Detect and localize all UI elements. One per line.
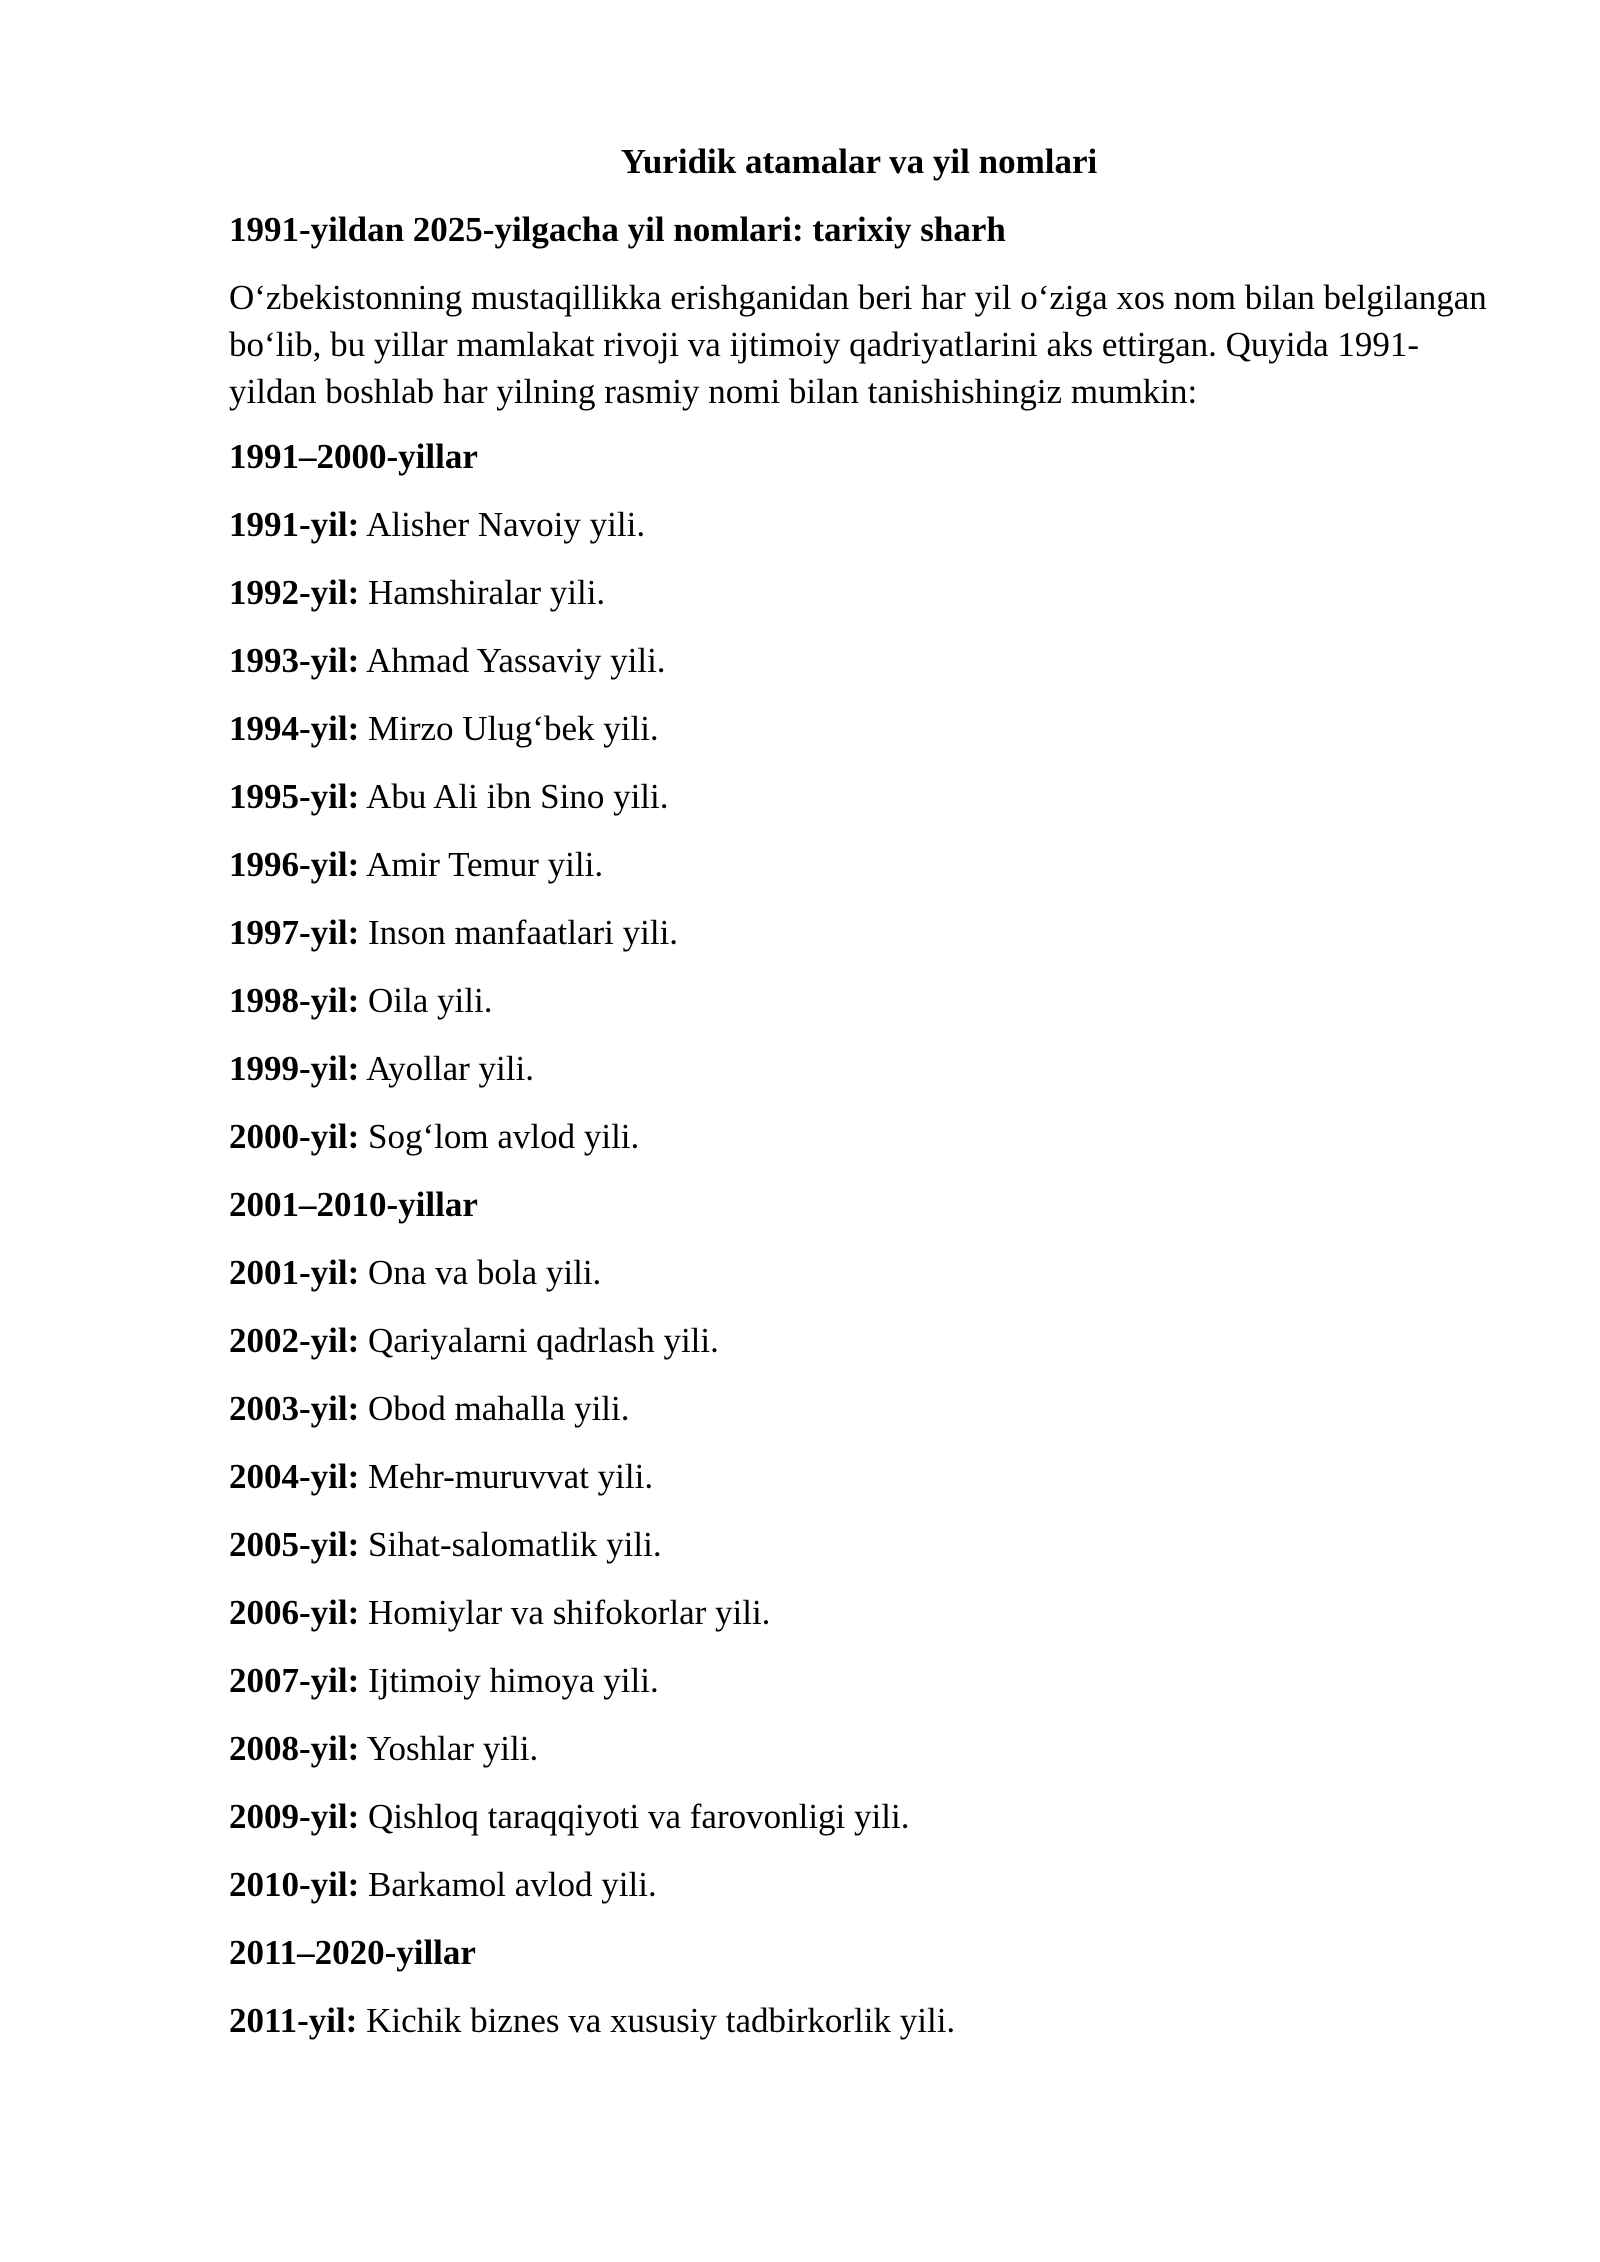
- year-entry-1997: [229, 911, 1489, 979]
- year-label: 2003-yil:: [229, 1389, 360, 1428]
- year-entry-2000: [229, 1115, 1489, 1183]
- year-entry-2001: [229, 1251, 1489, 1319]
- year-entry-2007: [229, 1659, 1489, 1727]
- year-name: Hamshiralar yili.: [359, 573, 606, 612]
- year-name: Ijtimoiy himoya yili.: [359, 1661, 659, 1700]
- year-name: Mehr-muruvvat yili.: [359, 1457, 654, 1496]
- document-title: Yuridik atamalar va yil nomlari: [620, 142, 1098, 181]
- year-name: Kichik biznes va xususiy tadbirkorlik yili.: [357, 2001, 956, 2040]
- year-name: Ona va bola yili.: [359, 1253, 602, 1292]
- year-name: Yoshlar yili.: [359, 1729, 539, 1768]
- section-heading: 2001–2010-yillar: [229, 1185, 478, 1224]
- year-entry-1996: [229, 843, 1489, 911]
- year-name: Barkamol avlod yili.: [359, 1865, 657, 1904]
- year-entry-1993: [229, 639, 1489, 707]
- year-entry-2010: [229, 1863, 1489, 1931]
- year-entry-2008: [229, 1727, 1489, 1795]
- document-subtitle: 1991-yildan 2025-yilgacha yil nomlari: tarixiy sharh: [229, 210, 1006, 249]
- year-entry-1998: [229, 979, 1489, 1047]
- year-entry-2003: [229, 1387, 1489, 1455]
- year-entry-2009: [229, 1795, 1489, 1863]
- year-label: 1996-yil:: [229, 845, 360, 884]
- year-label: 2010-yil:: [229, 1865, 360, 1904]
- year-label: 1997-yil:: [229, 913, 360, 952]
- year-name: Homiylar va shifokorlar yili.: [359, 1593, 771, 1632]
- year-name: Abu Ali ibn Sino yili.: [359, 777, 669, 816]
- year-label: 2011-yil:: [229, 2001, 358, 2040]
- year-label: 2001-yil:: [229, 1253, 360, 1292]
- section-heading: 1991–2000-yillar: [229, 437, 478, 476]
- year-entry-1992: [229, 571, 1489, 639]
- year-label: 2006-yil:: [229, 1593, 360, 1632]
- section-2011-2020: [229, 1931, 1489, 2067]
- year-entry-2004: [229, 1455, 1489, 1523]
- year-name: Amir Temur yili.: [359, 845, 604, 884]
- year-entry-2011: [229, 1999, 1489, 2067]
- year-name: Mirzo Ulug‘bek yili.: [359, 709, 659, 748]
- year-entry-2006: [229, 1591, 1489, 1659]
- year-name: Qishloq taraqqiyoti va farovonligi yili.: [359, 1797, 910, 1836]
- section-heading: 2011–2020-yillar: [229, 1933, 476, 1972]
- year-entry-2002: [229, 1319, 1489, 1387]
- year-label: 2002-yil:: [229, 1321, 360, 1360]
- year-name: Qariyalarni qadrlash yili.: [359, 1321, 719, 1360]
- year-label: 1999-yil:: [229, 1049, 360, 1088]
- year-name: Inson manfaatlari yili.: [359, 913, 679, 952]
- year-label: 2004-yil:: [229, 1457, 360, 1496]
- year-name: Oila yili.: [359, 981, 493, 1020]
- year-label: 2008-yil:: [229, 1729, 360, 1768]
- year-name: Sog‘lom avlod yili.: [359, 1117, 640, 1156]
- year-label: 1992-yil:: [229, 573, 360, 612]
- year-name: Ahmad Yassaviy yili.: [359, 641, 666, 680]
- year-label: 1998-yil:: [229, 981, 360, 1020]
- year-entry-1994: [229, 707, 1489, 775]
- year-label: 2009-yil:: [229, 1797, 360, 1836]
- year-entry-1991: [229, 503, 1489, 571]
- year-entry-1995: [229, 775, 1489, 843]
- year-label: 2005-yil:: [229, 1525, 360, 1564]
- year-entry-2005: [229, 1523, 1489, 1591]
- year-name: Sihat-salomatlik yili.: [359, 1525, 662, 1564]
- document-body: [229, 140, 1489, 2067]
- year-name: Ayollar yili.: [359, 1049, 534, 1088]
- section-2001-2010: [229, 1183, 1489, 1931]
- year-label: 1995-yil:: [229, 777, 360, 816]
- year-label: 1991-yil:: [229, 505, 360, 544]
- year-label: 2007-yil:: [229, 1661, 360, 1700]
- year-name: Alisher Navoiy yili.: [359, 505, 646, 544]
- year-entry-1999: [229, 1047, 1489, 1115]
- section-1991-2000: [229, 435, 1489, 1183]
- year-name: Obod mahalla yili.: [359, 1389, 630, 1428]
- year-label: 1993-yil:: [229, 641, 360, 680]
- year-label: 1994-yil:: [229, 709, 360, 748]
- intro-paragraph: O‘zbekistonning mustaqillikka erishganidan beri har yil o‘ziga xos nom bilan belgilangan bo‘lib, bu yillar mamlakat rivoji va ijtimoiy qadriyatlarini aks ettirgan. Quyida 1991-yildan boshlab har yilning rasmiy nomi bilan tanishishingiz mumkin:: [229, 278, 1487, 411]
- year-label: 2000-yil:: [229, 1117, 360, 1156]
